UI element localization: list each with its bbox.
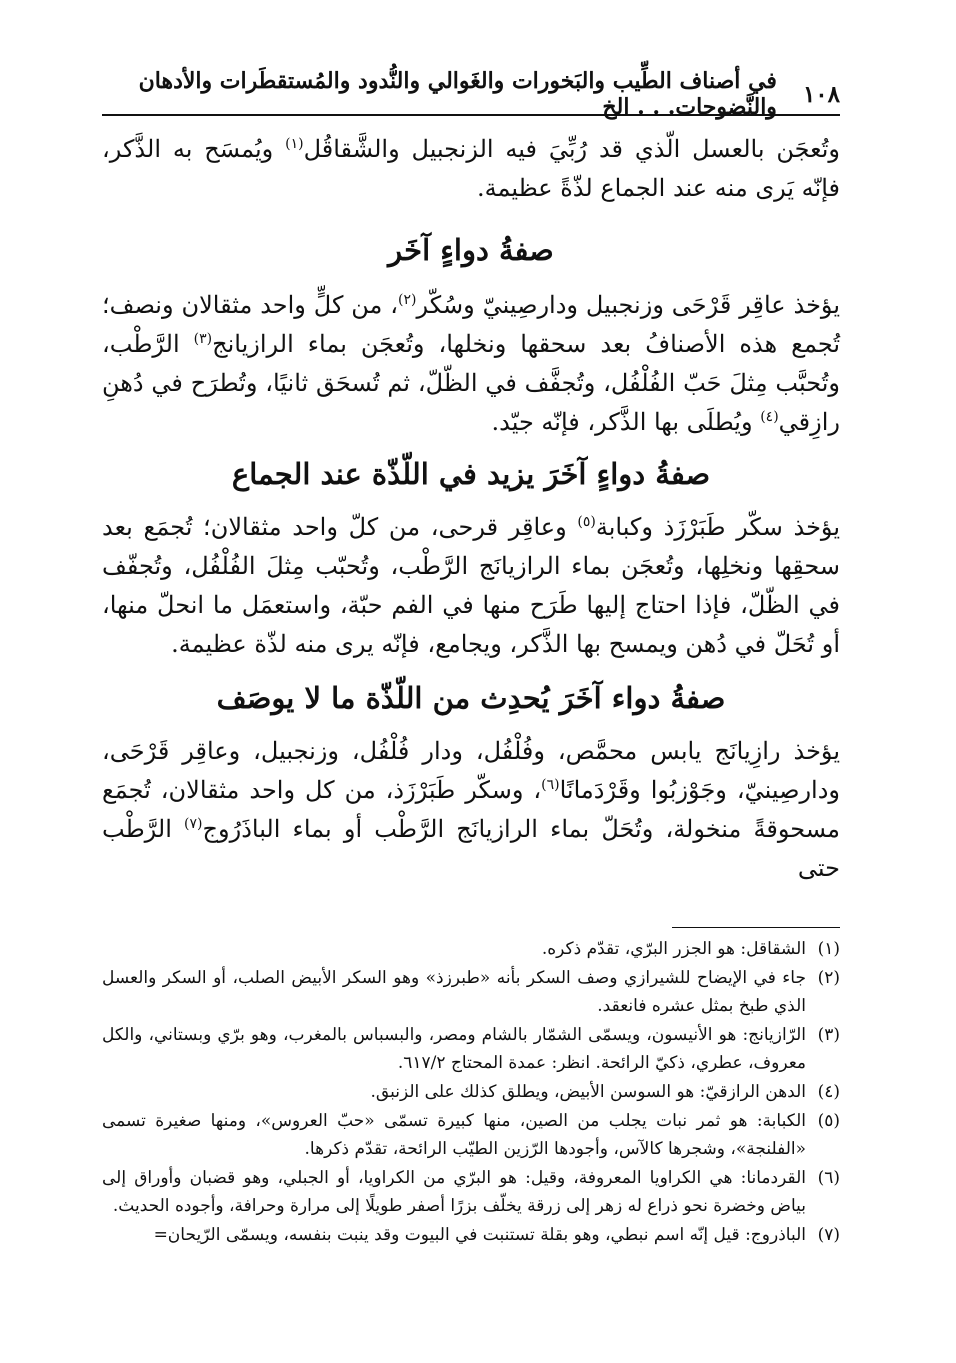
paragraph-text: يؤخذ سكّر طَبَرْزَذ وكبابة — [595, 513, 840, 541]
footnote-number: (١) — [817, 939, 840, 959]
footnote-marker: (١) — [285, 136, 304, 152]
page-number: ١٠٨ — [802, 80, 840, 108]
paragraph — [102, 732, 840, 888]
section-heading: صفةُ دواءٍ آخَر — [388, 233, 554, 267]
footnote-separator — [672, 927, 840, 928]
paragraph — [102, 286, 840, 442]
footnote-text: الدهن الرازقيّ: هو السوسن الأبيض، ويطلق كذلك على الزنبق. — [370, 1082, 806, 1102]
footnote-number: (٦) — [817, 1168, 840, 1188]
footnote-text: جاء في الإيضاح للشيرازي وصف السكر بأنه «طبرزذ» وهو السكر الأبيض الصلب، أو السكر والعسل الذي طبخ بمثل عشره فانعقد. — [102, 968, 806, 1016]
footnote — [102, 964, 840, 1020]
footnotes — [102, 935, 840, 1250]
paragraph-text: الرَّطْب، وتُحبَّب مِثلَ حَبّ الفُلْفُل، وتُجفَّف في الظّلّ، ثم تُسحَق ثانيًا، وتُطرَح في دُهنِ رازِقي — [102, 330, 840, 436]
footnote-number: (٤) — [817, 1082, 840, 1102]
section-heading: صفةُ دواء آخَرَ يُحدِث من اللّذّة ما لا يوصَف — [216, 681, 726, 715]
footnote-marker: (٦) — [541, 777, 560, 793]
footnote — [102, 1107, 840, 1163]
footnote — [102, 1021, 840, 1077]
footnote-number: (٣) — [817, 1025, 840, 1045]
footnote-number: (٢) — [817, 968, 840, 988]
paragraph-text: ، وسكّر طَبَرْزَذ، من كل واحد مثقالان، تُجمَع مسحوقةً منخولة، وتُحَلّ بماء الرازيانَج الرَّطْب أو بماء الباذَرُوج — [102, 776, 840, 843]
paragraph-text: ، من كلٍّ واحد مثقالان ونصف؛ تُجمع هذه الأصنافُ بعد سحقها ونخلها، وتُعجَن بماء الرازيانج — [102, 291, 840, 358]
paragraph-text: وعاقِر قرحى، من كلّ واحد مثقالان؛ تُجمَع بعد سحقِها ونخلِها، وتُعجَن بماء الرازيانَج الرَّطْب، وتُحبّب مِثلَ الفُلْفُل، وتُجفّف في الظّلّ، فإذا احتاج إليها طَرَح منها في الفم حبّة، واستعمَل ما انحلّ منها، أو تُحَلّ في دُهن ويمسح بها الذَّكر، ويجامع، فإنّه يرى منه لذّة عظيمة. — [102, 513, 840, 658]
footnote-marker: (٤) — [760, 409, 779, 425]
footnote — [102, 935, 840, 963]
paragraph-text: الرَّطْب حتى — [102, 815, 840, 882]
section-heading: صفةُ دواءٍ آخَرَ يزيد في اللّذّة عند الجماع — [231, 457, 711, 491]
running-title: في أصناف الطِّيب والبَخورات والغَوالي والنُّدود والمُستقطَرات والأدهان والنَّضوحات. . . الخ — [138, 68, 777, 120]
footnote-text: القردمانا: هي الكراويا المعروفة، وقيل: هو البرّي من الكراويا، أو الجبلي، وهو قضبان وأوراق إلى بياض وخضرة نحو ذراع له زهر إلى زرقة يخلّف بزرًا أصفر طويلًا إلى مرارة وحرافة، وأجوده الحديث. — [102, 1168, 806, 1216]
paragraph-text: ويُمسَح به الذَّكر، فإنّه يَرى منه عند الجماع لذّةً عظيمة. — [102, 135, 840, 202]
footnote — [102, 1164, 840, 1220]
footnote-number: (٥) — [817, 1111, 840, 1131]
footnote — [102, 1221, 840, 1249]
footnote-text: الرّازيانج: هو الأنيسون، ويسمّى الشمّار بالشام ومصر، والبسباس بالمغرب، وهو برّي وبستاني، والكل معروف، عطري، ذكيّ الرائحة. انظر: عمدة المحتاج ٦١٧/٢. — [102, 1025, 806, 1073]
footnote — [102, 1078, 840, 1106]
paragraph-text: ويُطلَى بها الذَّكر، فإنّه جيّد. — [491, 408, 761, 436]
footnote-marker: (٢) — [398, 292, 417, 308]
paragraph — [102, 130, 840, 208]
footnote-text: الشقاقل: هو الجزر البرّي، تقدّم ذكره. — [541, 939, 806, 959]
footnote-text: الباذروج: قيل إنّه اسم نبطي، وهو بقلة تستنبت في البيوت وقد ينبت بنفسه، ويسمّى الرّيحان= — [153, 1225, 806, 1245]
paragraph — [102, 508, 840, 664]
main-text — [102, 130, 840, 888]
paragraph-text: يؤخذ رازِيانَج يابس محمَّص، وفُلْفُل، ودار فُلْفُل، وزنجبيل، وعاقِر قَرْحَى، ودارصِينيّ، وجَوْزبُوا وقَرْدَمانًا — [102, 737, 840, 804]
footnote-marker: (٧) — [184, 816, 203, 832]
footnote-number: (٧) — [817, 1225, 840, 1245]
paragraph-text: يؤخذ عاقِر قَرْحَى وزنجبيل ودارصِينيّ وسُكّر — [416, 291, 840, 319]
page-header — [102, 68, 840, 120]
paragraph-text: وتُعجَن بالعسل الّذي قد رُبِّيَ فيه الزنجبيل والشَّقاقُل — [303, 135, 840, 163]
footnote-marker: (٣) — [193, 331, 213, 347]
footnote-marker: (٥) — [577, 514, 596, 530]
footnote-text: الكبابة: هو ثمر نبات يجلب من الصين، منها كبيرة تسمّى «حبّ العروس»، ومنها صغيرة تسمى «الفلنجة»، وشجرها كالآس، وأجودها الرّزين الطيّب الرائحة، تقدّم ذكرها. — [102, 1111, 806, 1159]
